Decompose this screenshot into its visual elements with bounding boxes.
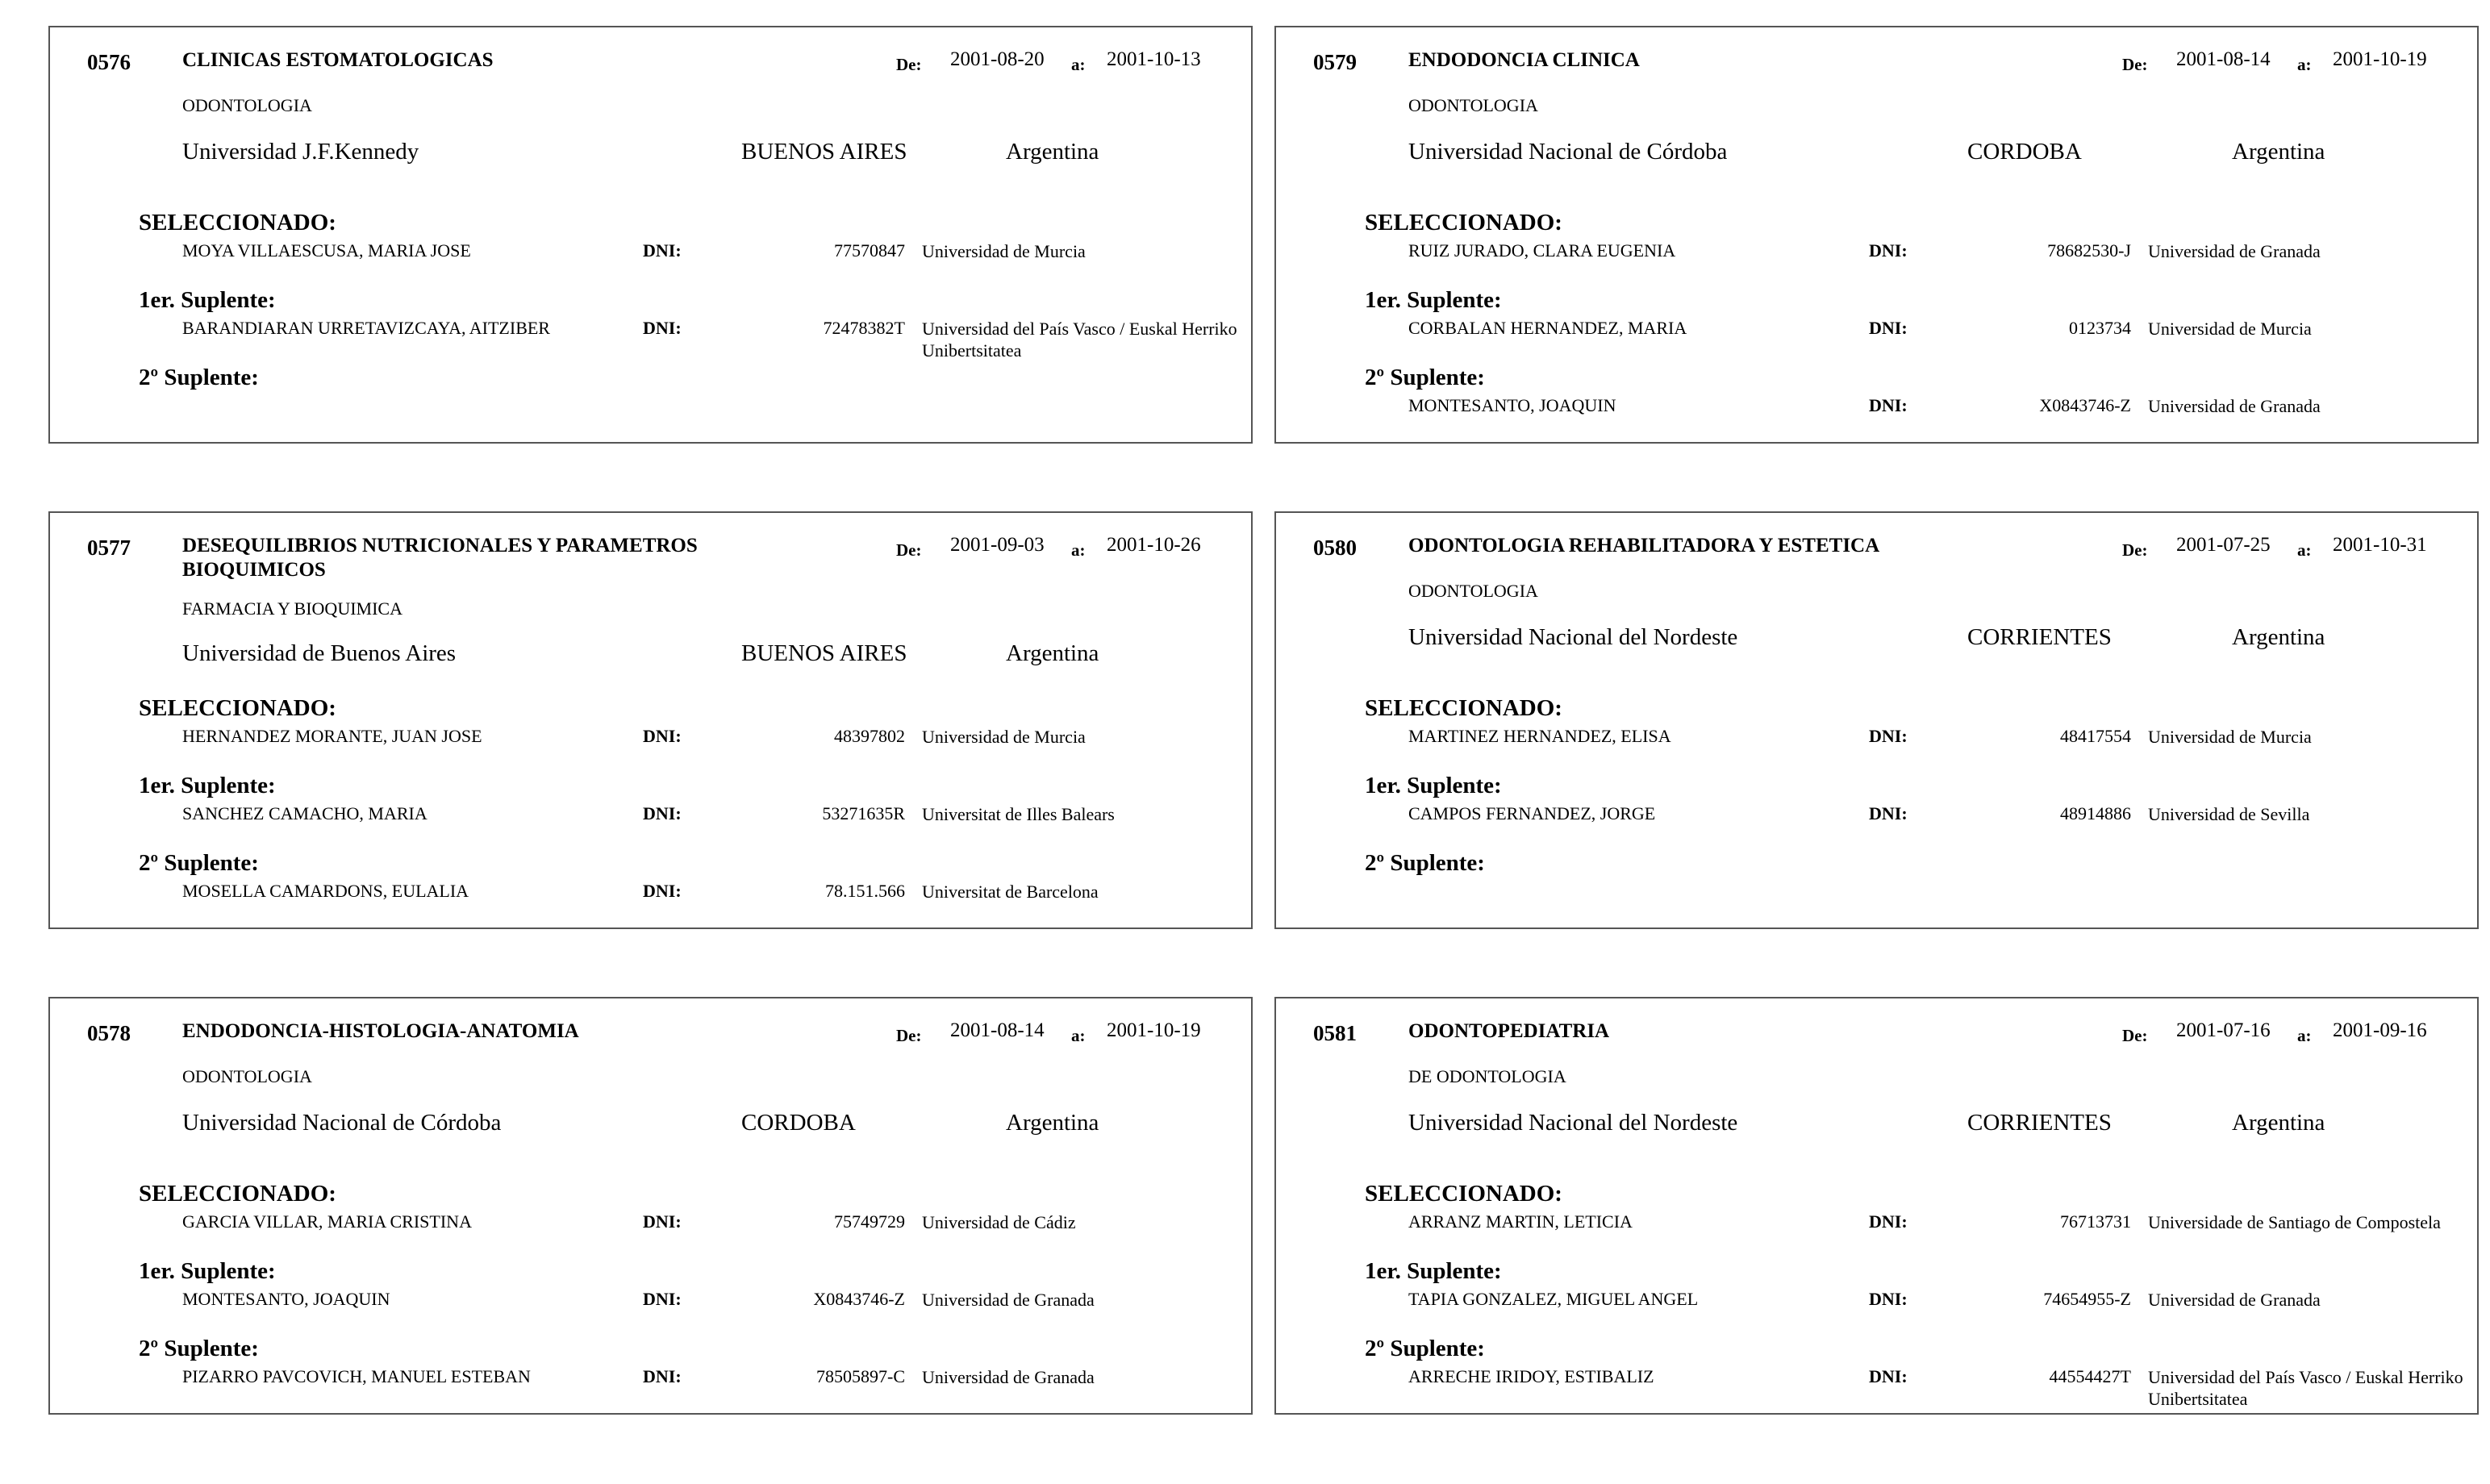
host-university: Universidad de Buenos Aires: [182, 640, 457, 666]
host-city: BUENOS AIRES: [741, 139, 907, 165]
person-university: Universitat de Barcelona: [922, 882, 1099, 902]
from-label: De:: [896, 55, 922, 74]
dni-label: DNI:: [643, 1366, 682, 1386]
person-university: Universitat de Illes Balears: [922, 804, 1115, 824]
person-university: Universidad del País Vasco / Euskal Herriko Unibertsitatea: [2148, 1367, 2463, 1409]
person-university: Universidad de Sevilla: [2148, 804, 2310, 824]
role-suplente1-label: 1er. Suplente:: [139, 1258, 276, 1284]
role-suplente2-label: 2º Suplente:: [139, 365, 259, 390]
dni-label: DNI:: [1869, 726, 1908, 746]
dni-value: 78505897-C: [816, 1366, 905, 1386]
dni-label: DNI:: [1869, 318, 1908, 338]
dni-value: 44554427T: [2049, 1366, 2131, 1386]
program-code: 0576: [87, 50, 131, 74]
program-card-0577: [48, 511, 1253, 929]
person-name: TAPIA GONZALEZ, MIGUEL ANGEL: [1408, 1289, 1699, 1309]
person-name: RUIZ JURADO, CLARA EUGENIA: [1408, 240, 1676, 261]
to-date: 2001-10-26: [1107, 534, 1201, 556]
dni-value: 76713731: [2060, 1211, 2131, 1232]
to-label: a:: [1071, 540, 1086, 560]
from-date: 2001-08-20: [950, 48, 1045, 70]
to-label: a:: [2297, 540, 2312, 560]
dni-value: 78682530-J: [2047, 240, 2131, 261]
role-seleccionado-label: SELECCIONADO:: [1365, 210, 1562, 236]
dni-value: 77570847: [834, 240, 905, 261]
from-date: 2001-07-16: [2176, 1019, 2271, 1041]
host-university: Universidad Nacional del Nordeste: [1408, 1110, 1738, 1136]
department: FARMACIA Y BIOQUIMICA: [182, 598, 402, 619]
person-name: PIZARRO PAVCOVICH, MANUEL ESTEBAN: [182, 1366, 531, 1386]
dni-value: X0843746-Z: [2039, 395, 2131, 415]
person-name: MONTESANTO, JOAQUIN: [1408, 395, 1616, 415]
host-university: Universidad Nacional del Nordeste: [1408, 624, 1738, 650]
host-country: Argentina: [2232, 624, 2325, 650]
role-suplente1-label: 1er. Suplente:: [1365, 1258, 1502, 1284]
program-title: DESEQUILIBRIOS NUTRICIONALES Y PARAMETROS BIOQUIMICOS: [182, 535, 698, 581]
to-label: a:: [2297, 1026, 2312, 1045]
program-code: 0580: [1313, 536, 1357, 560]
to-label: a:: [2297, 55, 2312, 74]
to-date: 2001-10-31: [2333, 534, 2427, 556]
dni-value: 75749729: [834, 1211, 905, 1232]
program-title: ODONTOPEDIATRIA: [1408, 1020, 1610, 1042]
role-suplente2-label: 2º Suplente:: [1365, 850, 1485, 876]
from-label: De:: [896, 1026, 922, 1045]
program-card-0580: [1274, 511, 2479, 929]
to-date: 2001-10-19: [2333, 48, 2427, 70]
dni-label: DNI:: [1869, 1366, 1908, 1386]
person-university: Universidad de Murcia: [922, 727, 1086, 747]
dni-label: DNI:: [643, 803, 682, 823]
to-label: a:: [1071, 55, 1086, 74]
person-name: ARRECHE IRIDOY, ESTIBALIZ: [1408, 1366, 1654, 1386]
department: ODONTOLOGIA: [182, 1066, 312, 1086]
to-date: 2001-09-16: [2333, 1019, 2427, 1041]
dni-label: DNI:: [1869, 803, 1908, 823]
person-name: MOYA VILLAESCUSA, MARIA JOSE: [182, 240, 471, 261]
person-university: Universidad del País Vasco / Euskal Herriko Unibertsitatea: [922, 319, 1237, 361]
dni-label: DNI:: [643, 881, 682, 901]
department: ODONTOLOGIA: [1408, 581, 1538, 601]
host-city: BUENOS AIRES: [741, 640, 907, 666]
program-code: 0581: [1313, 1021, 1357, 1045]
role-suplente2-label: 2º Suplente:: [1365, 1336, 1485, 1361]
program-card-0578: [48, 997, 1253, 1415]
role-suplente1-label: 1er. Suplente:: [139, 287, 276, 313]
host-city: CORDOBA: [741, 1110, 856, 1136]
from-date: 2001-08-14: [2176, 48, 2271, 70]
person-name: HERNANDEZ MORANTE, JUAN JOSE: [182, 726, 482, 746]
from-date: 2001-09-03: [950, 534, 1045, 556]
person-name: MOSELLA CAMARDONS, EULALIA: [182, 881, 469, 901]
person-university: Universidad de Murcia: [2148, 727, 2312, 747]
program-title: ENDODONCIA CLINICA: [1408, 49, 1640, 71]
person-university: Universidad de Granada: [2148, 1290, 2321, 1310]
role-suplente1-label: 1er. Suplente:: [139, 773, 276, 798]
to-label: a:: [1071, 1026, 1086, 1045]
role-suplente2-label: 2º Suplente:: [139, 850, 259, 876]
dni-value: 48417554: [2060, 726, 2131, 746]
role-suplente1-label: 1er. Suplente:: [1365, 773, 1502, 798]
person-university: Universidade de Santiago de Compostela: [2148, 1212, 2441, 1232]
dni-label: DNI:: [643, 318, 682, 338]
dni-label: DNI:: [1869, 1289, 1908, 1309]
from-date: 2001-08-14: [950, 1019, 1045, 1041]
dni-value: 78.151.566: [825, 881, 905, 901]
program-card-0576: [48, 26, 1253, 444]
from-label: De:: [2122, 540, 2148, 560]
program-code: 0577: [87, 536, 131, 560]
dni-label: DNI:: [1869, 240, 1908, 261]
host-country: Argentina: [2232, 1110, 2325, 1136]
dni-value: 0123734: [2069, 318, 2131, 338]
host-university: Universidad Nacional de Córdoba: [182, 1110, 502, 1136]
person-name: CAMPOS FERNANDEZ, JORGE: [1408, 803, 1656, 823]
person-university: Universidad de Murcia: [2148, 319, 2312, 339]
program-title: CLINICAS ESTOMATOLOGICAS: [182, 49, 494, 71]
host-country: Argentina: [1006, 1110, 1099, 1136]
to-date: 2001-10-13: [1107, 48, 1201, 70]
person-name: ARRANZ MARTIN, LETICIA: [1408, 1211, 1633, 1232]
program-title: ODONTOLOGIA REHABILITADORA Y ESTETICA: [1408, 535, 1880, 556]
person-university: Universidad de Murcia: [922, 241, 1086, 261]
person-university: Universidad de Granada: [2148, 396, 2321, 416]
dni-label: DNI:: [1869, 1211, 1908, 1232]
person-university: Universidad de Granada: [922, 1367, 1095, 1387]
program-code: 0578: [87, 1021, 131, 1045]
role-seleccionado-label: SELECCIONADO:: [139, 1181, 336, 1207]
role-suplente1-label: 1er. Suplente:: [1365, 287, 1502, 313]
person-university: Universidad de Granada: [922, 1290, 1095, 1310]
dni-value: X0843746-Z: [813, 1289, 905, 1309]
person-name: MARTINEZ HERNANDEZ, ELISA: [1408, 726, 1671, 746]
to-date: 2001-10-19: [1107, 1019, 1201, 1041]
host-city: CORRIENTES: [1967, 624, 2112, 650]
host-city: CORRIENTES: [1967, 1110, 2112, 1136]
from-label: De:: [896, 540, 922, 560]
dni-value: 72478382T: [823, 318, 905, 338]
host-country: Argentina: [1006, 640, 1099, 666]
host-country: Argentina: [2232, 139, 2325, 165]
host-country: Argentina: [1006, 139, 1099, 165]
dni-label: DNI:: [643, 1289, 682, 1309]
person-university: Universidad de Cádiz: [922, 1212, 1076, 1232]
role-suplente2-label: 2º Suplente:: [1365, 365, 1485, 390]
dni-value: 48397802: [834, 726, 905, 746]
host-university: Universidad Nacional de Córdoba: [1408, 139, 1728, 165]
department: ODONTOLOGIA: [1408, 95, 1538, 115]
person-name: SANCHEZ CAMACHO, MARIA: [182, 803, 428, 823]
person-name: MONTESANTO, JOAQUIN: [182, 1289, 390, 1309]
department: DE ODONTOLOGIA: [1408, 1066, 1566, 1086]
role-suplente2-label: 2º Suplente:: [139, 1336, 259, 1361]
person-name: BARANDIARAN URRETAVIZCAYA, AITZIBER: [182, 318, 550, 338]
person-name: CORBALAN HERNANDEZ, MARIA: [1408, 318, 1687, 338]
role-seleccionado-label: SELECCIONADO:: [1365, 695, 1562, 721]
host-city: CORDOBA: [1967, 139, 2082, 165]
program-card-0579: [1274, 26, 2479, 444]
dni-label: DNI:: [643, 726, 682, 746]
host-university: Universidad J.F.Kennedy: [182, 139, 419, 165]
role-seleccionado-label: SELECCIONADO:: [1365, 1181, 1562, 1207]
program-title: ENDODONCIA-HISTOLOGIA-ANATOMIA: [182, 1020, 579, 1042]
dni-value: 74654955-Z: [2043, 1289, 2131, 1309]
dni-label: DNI:: [643, 240, 682, 261]
program-code: 0579: [1313, 50, 1357, 74]
dni-value: 48914886: [2060, 803, 2131, 823]
from-label: De:: [2122, 1026, 2148, 1045]
person-university: Universidad de Granada: [2148, 241, 2321, 261]
dni-label: DNI:: [1869, 395, 1908, 415]
from-date: 2001-07-25: [2176, 534, 2271, 556]
person-name: GARCIA VILLAR, MARIA CRISTINA: [182, 1211, 472, 1232]
department: ODONTOLOGIA: [182, 95, 312, 115]
role-seleccionado-label: SELECCIONADO:: [139, 210, 336, 236]
dni-value: 53271635R: [822, 803, 905, 823]
role-seleccionado-label: SELECCIONADO:: [139, 695, 336, 721]
program-card-0581: [1274, 997, 2479, 1415]
dni-label: DNI:: [643, 1211, 682, 1232]
from-label: De:: [2122, 55, 2148, 74]
